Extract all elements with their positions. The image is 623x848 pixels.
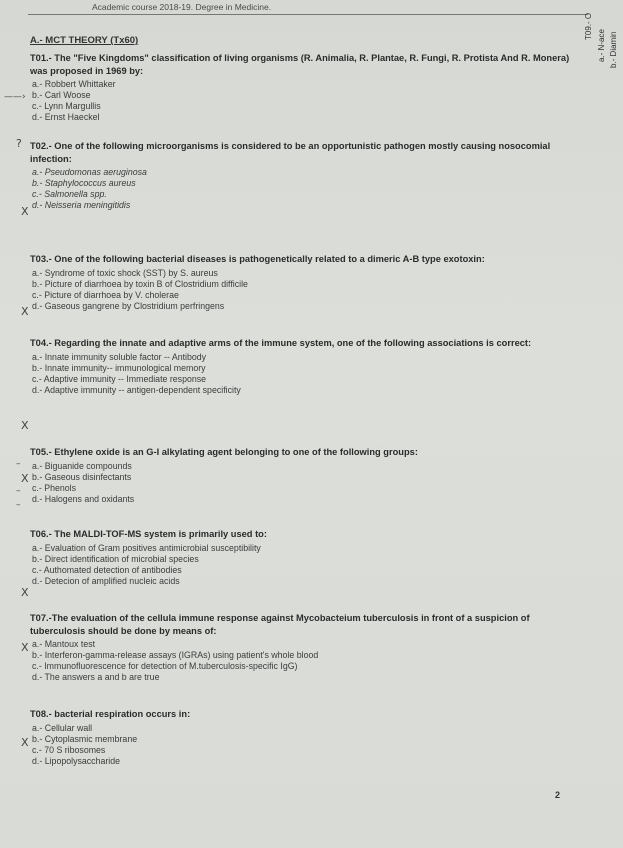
option-text: d.- Neisseria meningitidis: [32, 200, 131, 210]
option[interactable]: d.- Halogens and oxidants: [32, 493, 135, 504]
page-number: 2: [555, 790, 561, 800]
option[interactable]: d.- Gaseous gangrene by Clostridium perfringens: [32, 300, 225, 311]
option-text: a.- Pseudomonas aeruginosa: [32, 167, 147, 177]
option[interactable]: d.- Lipopolysaccharide: [32, 755, 121, 766]
option-text: c.- Salmonella spp.: [32, 189, 107, 199]
question-stem: T06.- The MALDI-TOF-MS system is primarily used to:: [30, 529, 267, 539]
option[interactable]: [30, 178, 580, 189]
question-stem: T03.- One of the following bacterial diseases is pathogenetically related to a dimeric A-B type exotoxin:: [30, 254, 485, 264]
question-stem: T01.- The "Five Kingdoms" classification of living organisms (R. Animalia, R. Plantae, R. Fungi, R. Protista And R. Monera) was proposed in 1969 by:: [30, 53, 570, 76]
header-rule: [28, 14, 588, 15]
option[interactable]: c.- Adaptive immunity -- Immediate response: [32, 373, 207, 384]
option[interactable]: b.- Picture of diarrhoea by toxin B of Clostridium difficile: [32, 278, 248, 289]
handwritten-x-mark: X: [21, 472, 29, 485]
question-t07: [30, 612, 580, 683]
handwritten-x-mark: X: [21, 586, 29, 599]
handwritten-dash: –: [16, 459, 21, 469]
option[interactable]: d.- Adaptive immunity -- antigen-dependent specificity: [32, 384, 241, 395]
next-page-edge: [576, 0, 623, 70]
option[interactable]: a.- Biguanide compounds: [32, 460, 132, 471]
option[interactable]: a.- Evaluation of Gram positives antimicrobial susceptibility: [32, 542, 261, 553]
option[interactable]: b.- Carl Woose: [32, 90, 91, 100]
question-t01: [30, 52, 580, 123]
option[interactable]: c.- Lynn Margullis: [32, 101, 101, 111]
page-header: Academic course 2018-19. Degree in Medicine.: [92, 2, 272, 12]
handwritten-x-mark: X: [21, 305, 29, 318]
question-stem: T05.- Ethylene oxide is an G-I alkylating agent belonging to one of the following groups:: [30, 447, 418, 457]
edge-text: a.- N-ace: [597, 29, 606, 62]
handwritten-x-mark: X: [21, 736, 29, 749]
option[interactable]: c.- Authomated detection of antibodies: [32, 564, 182, 575]
option[interactable]: b.- Cytoplasmic membrane: [32, 733, 138, 744]
handwritten-x-mark: X: [21, 205, 29, 218]
option[interactable]: b.- Interferon-gamma-release assays (IGRAs) using patient's whole blood: [32, 650, 319, 660]
edge-text: b.- Diamin: [609, 31, 618, 68]
option[interactable]: b.- Gaseous disinfectants: [32, 471, 132, 482]
edge-text: T09.- O: [584, 12, 593, 40]
handwritten-x-mark: X: [21, 419, 29, 432]
question-t06: [30, 528, 580, 587]
handwritten-x-mark: X: [21, 641, 29, 654]
question-t02: [30, 140, 580, 211]
option[interactable]: [30, 189, 580, 200]
question-t04: [30, 337, 580, 396]
question-t05: [30, 446, 580, 505]
question-stem: T08.- bacterial respiration occurs in:: [30, 709, 191, 719]
question-t08: [30, 708, 580, 767]
option[interactable]: a.- Robbert Whittaker: [32, 79, 116, 89]
option[interactable]: a.- Cellular wall: [32, 722, 93, 733]
option[interactable]: c.- Picture of diarrhoea by V. cholerae: [32, 289, 179, 300]
option[interactable]: b.- Direct identification of microbial species: [32, 553, 199, 564]
handwritten-question-mark: ?: [16, 137, 22, 150]
option[interactable]: c.- Phenols: [32, 482, 77, 493]
option[interactable]: d.- Ernst Haeckel: [32, 112, 100, 122]
option[interactable]: c.- 70 S ribosomes: [32, 744, 106, 755]
question-stem: T04.- Regarding the innate and adaptive arms of the immune system, one of the following associations is correct:: [30, 338, 532, 348]
option[interactable]: [30, 200, 580, 211]
option[interactable]: d.- The answers a and b are true: [32, 672, 160, 682]
handwritten-arrow: ——›: [4, 92, 26, 102]
option-text: b.- Staphylococcus aureus: [32, 178, 136, 188]
question-stem: T02.- One of the following microorganisms is considered to be an opportunistic pathogen mostly causing nosocomial infection:: [30, 141, 551, 164]
option[interactable]: d.- Detecion of amplified nucleic acids: [32, 575, 180, 586]
section-title: A.- MCT THEORY (Tx60): [30, 35, 139, 46]
option[interactable]: a.- Innate immunity soluble factor -- Antibody: [32, 351, 207, 362]
handwritten-dash: –: [16, 486, 21, 496]
handwritten-dash: –: [16, 500, 21, 510]
option[interactable]: [30, 167, 580, 178]
option[interactable]: c.- Immunofluorescence for detection of M.tuberculosis-specific IgG): [32, 661, 298, 671]
question-t03: [30, 253, 580, 312]
option[interactable]: a.- Mantoux test: [32, 639, 96, 649]
option[interactable]: a.- Syndrome of toxic shock (SST) by S. aureus: [32, 267, 218, 278]
option[interactable]: b.- Innate immunity-- immunological memory: [32, 362, 206, 373]
question-stem: T07.-The evaluation of the cellula immune response against Mycobacteium tuberculosis in front of a suspicion of tuberculosis should be done by means of:: [30, 613, 530, 636]
